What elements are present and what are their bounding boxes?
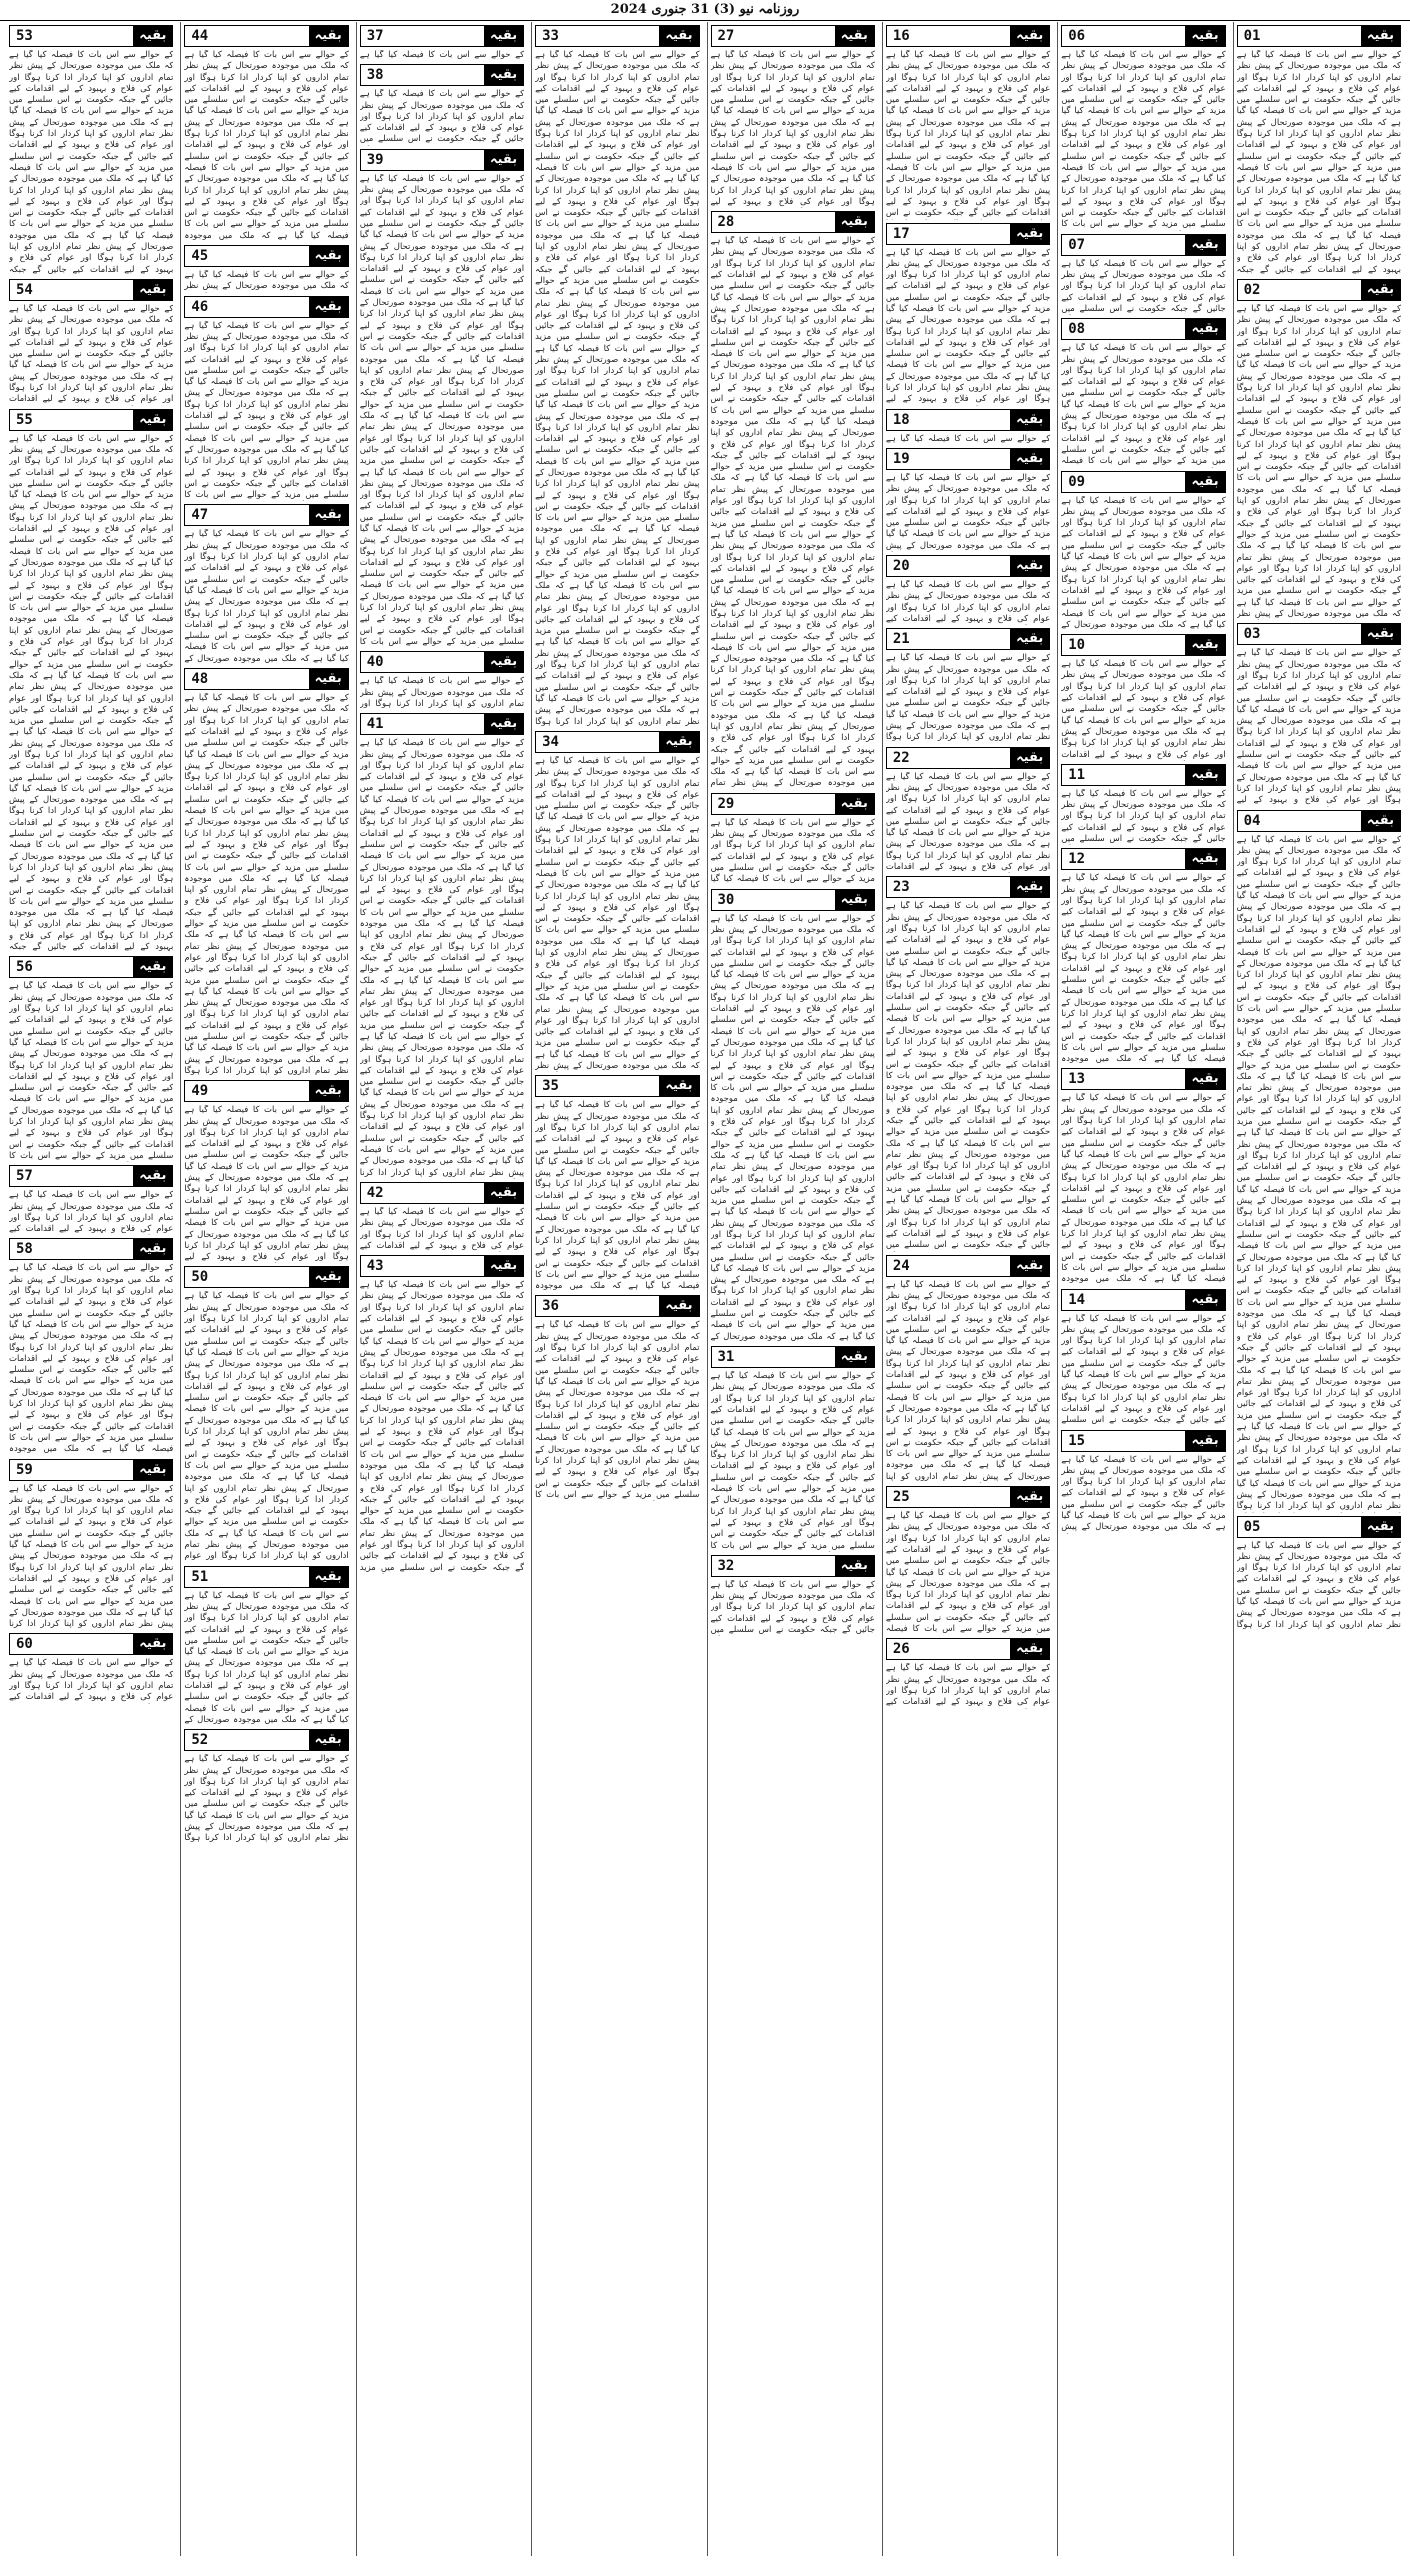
continuation-number: 11 (1068, 766, 1086, 783)
continuation-number: 29 (717, 795, 735, 812)
continuation-header (360, 64, 524, 86)
baqiya-label: بقیہ (133, 1634, 172, 1654)
baqiya-label: بقیہ (309, 669, 348, 689)
article-text: کے حوالے سے اس بات کا فیصلہ کیا گیا ہے کہ ملک میں موجودہ صورتحال کے پیش نظر تمام اداروں کو اپنا کردار ادا کرنا ہوگا اور عوام کی فلاح و بہبود کے لیے اقدامات کیے جائیں گے جبکہ حکومت نے اس سلسلے میں مزید کے حوالے سے اس بات کا فیصلہ کیا گیا ہے کہ ملک میں موجودہ صورتحال کے پیش نظر تمام اداروں کو اپنا کردار ادا کرنا ہوگا اور عوام کی فلاح و بہبود کے لیے اقدامات کیے جائیں گے جبکہ حکومت نے اس سلسلے میں مزید کے حوالے سے اس بات کا فیصلہ کیا گیا ہے کہ ملک میں موجودہ صورتحال کے پیش نظر تمام اداروں کو اپنا کردار ادا کرنا ہوگا اور عوام کی فلاح و بہبود کے لیے اقدامات کیے جائیں گے جبکہ حکومت نے اس سلسلے میں مزید کے حوالے سے اس بات کا فیصلہ کیا گیا ہے کہ ملک میں موجودہ صورتحال کے پیش نظر تمام اداروں کو اپنا (885, 1279, 1051, 1482)
newspaper-page (6, 22, 1404, 2556)
baqiya-label: بقیہ (484, 1256, 523, 1276)
continuation-number: 10 (1068, 637, 1086, 654)
column-5 (531, 22, 702, 2556)
article-text: کے حوالے سے اس بات کا فیصلہ کیا گیا ہے کہ ملک میں موجودہ صورتحال کے پیش نظر تمام اداروں کو اپنا کردار ادا کرنا ہوگا اور عوام کی فلاح و بہبود کے لیے اقدامات کیے جائیں گے جبکہ حکومت نے اس سلسلے میں مزید کے حوالے سے اس بات کا فیصلہ کیا گیا ہے کہ ملک میں موجودہ صورتحال کے پیش نظر تمام اداروں کو اپنا کردار ادا کرنا ہوگا اور عوام کی فلاح و بہبود کے لیے اقدامات کیے جائیں گے جبکہ حکومت نے اس سلسلے میں مزید کے حوالے سے اس بات کا فیصلہ کیا گیا ہے کہ ملک میں موجودہ صورتحال کے (184, 1590, 349, 1725)
baqiya-label: بقیہ (1185, 235, 1224, 255)
article-text: کے حوالے سے اس بات کا فیصلہ کیا گیا ہے (885, 433, 1051, 444)
baqiya-label: بقیہ (484, 1183, 523, 1203)
continuation-number: 05 (1243, 1518, 1261, 1535)
column-3 (882, 22, 1053, 2556)
continuation-header (886, 223, 1050, 245)
baqiya-label: بقیہ (133, 1460, 172, 1480)
article-text: کے حوالے سے اس بات کا فیصلہ کیا گیا ہے کہ ملک میں موجودہ صورتحال کے پیش نظر تمام اداروں کو اپنا کردار ادا کرنا ہوگا اور عوام کی فلاح و بہبود کے لیے اقدامات کیے جائیں گے جبکہ حکومت نے اس سلسلے میں مزید کے حوالے سے اس بات کا فیصلہ کیا گیا ہے کہ ملک میں موجودہ صورتحال کے پیش نظر تمام اداروں کو اپنا کردار ادا کرنا ہوگا اور عوام کی فلاح و بہبود کے لیے اقدامات کیے جائیں گے جبکہ حکومت نے اس سلسلے میں مزید کے حوالے سے اس بات کا فیصلہ کیا گیا ہے کہ ملک میں موجودہ صورتحال کے پیش نظر تمام اداروں کو اپنا کردار ادا کرنا ہوگا اور عوام کی فلاح و بہبود کے لیے اقدامات کیے جائیں گے جبکہ حکومت نے اس سلسلے میں مزید کے حوالے سے اس بات کا فیصلہ کیا گیا ہے کہ ملک میں موجودہ صورتحال کے پیش نظر تمام اداروں کو اپنا کردار ادا کرنا ہوگا اور عوام کی فلاح و بہبود کے لیے اقدامات کیے جائیں گے جبکہ (1236, 50, 1401, 275)
continuation-number: 30 (717, 891, 735, 908)
baqiya-label: بقیہ (1185, 1290, 1224, 1310)
baqiya-label: بقیہ (659, 1296, 698, 1316)
continuation-header (360, 651, 524, 673)
continuation-header (886, 25, 1050, 47)
continuation-number: 14 (1068, 1291, 1086, 1308)
article-text: کے حوالے سے اس بات کا فیصلہ کیا گیا ہے کہ ملک میں موجودہ صورتحال کے پیش نظر تمام اداروں کو اپنا کردار ادا کرنا ہوگا اور عوام کی فلاح و بہبود کے لیے اقدامات کیے جائیں گے جبکہ حکومت نے اس سلسلے میں مزید کے حوالے سے اس بات کا فیصلہ کیا گیا ہے کہ ملک میں موجودہ صورتحال کے پیش نظر تمام اداروں کو اپنا کردار ادا کرنا ہوگا اور عوام کی فلاح و بہبود کے لیے اقدامات کیے جائیں گے جبکہ حکومت نے اس سلسلے میں مزید کے حوالے سے اس بات کا فیصلہ کیا گیا ہے کہ ملک میں موجودہ صورتحال کے پیش نظر تمام اداروں کو اپنا کردار ادا کرنا ہوگا اور عوام کی فلاح و بہبود کے لیے اقدامات کیے جائیں گے جبکہ حکومت نے اس سلسلے میں مزید کے حوالے سے اس بات کا فیصلہ کیا گیا ہے کہ ملک میں موجودہ صورتحال کے پیش نظر تمام اداروں کو اپنا کردار ادا کرنا ہوگا اور عوام کی فلاح و بہبود کے لیے اقدامات کیے جائیں گے جبکہ (9, 50, 174, 275)
continuation-header (886, 1255, 1050, 1277)
baqiya-label: بقیہ (1185, 1069, 1224, 1089)
continuation-number: 13 (1068, 1071, 1086, 1088)
continuation-number: 43 (366, 1258, 384, 1275)
baqiya-label: بقیہ (1185, 1431, 1224, 1451)
continuation-header (711, 25, 875, 47)
article-text: کے حوالے سے اس بات کا فیصلہ کیا گیا ہے کہ ملک میں موجودہ صورتحال کے پیش نظر تمام اداروں کو اپنا کردار ادا کرنا ہوگا اور عوام کی فلاح و بہبود کے لیے اقدامات کیے (885, 1663, 1051, 1708)
continuation-number: 55 (16, 411, 33, 428)
continuation-header (184, 1729, 348, 1751)
article-text: کے حوالے سے اس بات کا فیصلہ کیا گیا ہے کہ ملک میں موجودہ صورتحال کے پیش نظر تمام اداروں کو اپنا کردار ادا کرنا ہوگا اور عوام کی فلاح و بہبود کے لیے اقدامات کیے جائیں گے جبکہ حکومت نے اس سلسلے میں مزید کے حوالے سے اس بات کا فیصلہ کیا گیا ہے کہ ملک میں موجودہ صورتحال کے پیش نظر تمام اداروں کو اپنا کردار ادا کرنا ہوگا اور عوام کی فلاح و بہبود کے لیے اقدامات کیے جائیں گے جبکہ حکومت نے اس سلسلے میں مزید کے حوالے سے اس بات کا فیصلہ کیا گیا ہے کہ ملک میں موجودہ صورتحال کے (1061, 495, 1226, 630)
continuation-number: 23 (892, 879, 910, 896)
continuation-header (886, 628, 1050, 650)
continuation-header (1061, 764, 1225, 786)
continuation-header (886, 555, 1050, 577)
continuation-number: 57 (16, 1168, 33, 1185)
continuation-number: 02 (1243, 282, 1261, 298)
article-text: کے حوالے سے اس بات کا فیصلہ کیا گیا ہے کہ ملک میں موجودہ صورتحال کے پیش نظر تمام اداروں کو اپنا کردار ادا کرنا ہوگا اور عوام کی فلاح و بہبود کے لیے اقدامات کیے جائیں گے جبکہ حکومت نے اس سلسلے میں مزید کے حوالے سے اس بات کا فیصلہ کیا گیا ہے کہ ملک میں موجودہ صورتحال کے پیش نظر تمام اداروں کو اپنا کردار ادا کرنا ہوگا اور عوام کی فلاح و بہبود کے لیے اقدامات کیے جائیں گے جبکہ حکومت نے اس سلسلے میں مزید کے حوالے سے اس بات کا فیصلہ کیا گیا ہے کہ ملک میں موجودہ صورتحال کے پیش نظر تمام اداروں کو اپنا کردار ادا کرنا ہوگا اور عوام کی فلاح و بہبود کے لیے اقدامات کیے جائیں گے جبکہ حکومت نے اس سلسلے میں مزید کے حوالے سے اس بات کا (9, 981, 174, 1161)
article-text: کے حوالے سے اس بات کا فیصلہ کیا گیا ہے کہ ملک میں موجودہ صورتحال کے پیش نظر تمام اداروں کو اپنا کردار ادا کرنا ہوگا اور عوام کی فلاح و بہبود کے لیے اقدامات کیے جائیں گے جبکہ حکومت نے اس سلسلے میں مزید کے حوالے سے اس بات کا فیصلہ کیا گیا ہے کہ ملک میں موجودہ صورتحال کے پیش نظر تمام اداروں کو اپنا کردار ادا کرنا ہوگا اور عوام کی فلاح و بہبود کے لیے اقدامات کیے جائیں گے جبکہ حکومت نے اس سلسلے میں مزید کے حوالے سے اس بات کا فیصلہ کیا گیا ہے کہ ملک میں موجودہ صورتحال کے پیش نظر تمام اداروں کو اپنا کردار ادا کرنا ہوگا اور عوام کی فلاح و بہبود کے لیے اقدامات کیے جائیں گے جبکہ حکومت نے اس سلسلے میں مزید کے حوالے سے اس بات کا فیصلہ کیا گیا ہے کہ ملک میں موجودہ صورتحال کے پیش نظر تمام اداروں کو اپنا کردار ادا کرنا ہوگا اور عوام کی فلاح و بہبود کے لیے اقدامات کیے جائیں گے جبکہ حکومت نے اس سلسلے میں مزید کے حوالے سے اس بات کا فیصلہ کیا گیا ہے کہ ملک میں موجودہ صورتحال کے پیش نظر تمام اداروں کو اپنا کردار ادا کرنا ہوگا اور عوام کی فلاح و بہبود کے لیے اقدامات کیے جائیں گے جبکہ حکومت نے اس سلسلے میں مزید کے حوالے سے اس بات کا فیصلہ کیا گیا ہے کہ ملک میں موجودہ صورتحال کے پیش نظر تمام اداروں کو اپنا کردار ادا کرنا ہوگا اور عوام کی فلاح و بہبود کے لیے اقدامات کیے جائیں گے جبکہ حکومت نے اس سلسلے میں مزید کے حوالے سے اس بات کا فیصلہ کیا گیا ہے کہ ملک میں موجودہ صورتحال کے پیش نظر تمام اداروں کو اپنا کردار ادا کرنا ہوگا اور عوام کی فلاح و بہبود کے لیے اقدامات کیے جائیں گے جبکہ حکومت نے اس سلسلے میں مزید کے حوالے سے اس بات کا فیصلہ کیا گیا ہے کہ ملک میں موجودہ صورتحال کے پیش نظر تمام اداروں کو اپنا کردار ادا کرنا ہوگا اور عوام کی فلاح و بہبود کے لیے اقدامات کیے جائیں گے جبکہ حکومت نے اس سلسلے میں مزید کے حوالے سے اس بات کا فیصلہ کیا گیا ہے کہ ملک میں موجودہ صورتحال کے پیش نظر تمام اداروں کو اپنا کردار ادا کرنا ہوگا اور عوام کی فلاح و بہبود کے لیے اقدامات کیے جائیں گے جبکہ (9, 433, 174, 953)
article-text: کے حوالے سے اس بات کا فیصلہ کیا گیا ہے (359, 50, 525, 60)
baqiya-label: بقیہ (309, 26, 348, 46)
continuation-header (1061, 848, 1225, 870)
continuation-number: 24 (892, 1257, 910, 1274)
continuation-header (184, 1266, 348, 1288)
article-text: کے حوالے سے اس بات کا فیصلہ کیا گیا ہے کہ ملک میں موجودہ صورتحال کے پیش نظر تمام اداروں کو اپنا کردار ادا کرنا ہوگا اور عوام کی فلاح و بہبود کے لیے اقدامات کیے جائیں گے جبکہ حکومت نے اس سلسلے میں مزید کے حوالے سے اس بات کا فیصلہ کیا گیا ہے کہ ملک میں موجودہ صورتحال کے پیش نظر تمام اداروں کو اپنا کردار ادا کرنا ہوگا اور عوام کی فلاح و بہبود کے لیے اقدامات کیے جائیں گے جبکہ حکومت نے اس سلسلے میں مزید کے حوالے سے اس بات کا فیصلہ کیا گیا ہے کہ ملک میں موجودہ صورتحال کے پیش نظر تمام اداروں کو اپنا کردار ادا کرنا ہوگا اور عوام کی فلاح و بہبود کے لیے اقدامات کیے جائیں گے جبکہ حکومت نے اس سلسلے میں مزید کے حوالے سے اس بات کا فیصلہ کیا گیا ہے کہ ملک میں موجودہ (1061, 1093, 1226, 1285)
baqiya-label: بقیہ (1361, 811, 1400, 831)
article-text: کے حوالے سے اس بات کا فیصلہ کیا گیا ہے کہ ملک میں موجودہ صورتحال کے پیش نظر تمام اداروں کو اپنا کردار ادا کرنا ہوگا اور عوام کی فلاح و بہبود کے لیے اقدامات کیے (359, 1206, 525, 1251)
continuation-header (9, 1165, 173, 1187)
continuation-header (9, 409, 173, 431)
baqiya-label: بقیہ (309, 1567, 348, 1587)
baqiya-label: بقیہ (1010, 26, 1049, 46)
continuation-number: 45 (191, 248, 209, 265)
continuation-number: 12 (1068, 851, 1086, 868)
continuation-number: 17 (892, 225, 910, 242)
baqiya-label: بقیہ (484, 714, 523, 734)
article-text: کے حوالے سے اس بات کا فیصلہ کیا گیا ہے کہ ملک میں موجودہ صورتحال کے پیش نظر تمام اداروں کو اپنا کردار ادا کرنا ہوگا اور عوام کی فلاح و بہبود کے لیے اقدامات کیے جائیں گے جبکہ حکومت نے اس سلسلے میں مزید کے حوالے سے اس بات کا فیصلہ کیا گیا ہے کہ ملک میں موجودہ صورتحال کے پیش نظر تمام اداروں کو اپنا کردار ادا کرنا ہوگا اور عوام کی فلاح و بہبود کے لیے اقدامات کیے جائیں گے جبکہ حکومت نے اس سلسلے میں مزید کے حوالے سے اس بات کا فیصلہ کیا گیا ہے کہ ملک میں موجودہ صورتحال کے پیش نظر تمام اداروں کو اپنا کردار ادا کرنا ہوگا اور عوام کی فلاح و بہبود کے لیے اقدامات کیے جائیں گے جبکہ حکومت نے اس سلسلے میں مزید کے حوالے سے اس بات کا فیصلہ کیا گیا ہے کہ ملک میں موجودہ صورتحال کے پیش نظر تمام اداروں کو اپنا کردار ادا کرنا ہوگا اور عوام کی فلاح و بہبود کے لیے اقدامات کیے جائیں گے جبکہ حکومت نے اس سلسلے میں مزید کے حوالے سے اس بات کا فیصلہ کیا گیا ہے کہ ملک میں موجودہ صورتحال کے پیش نظر تمام اداروں کو اپنا کردار ادا کرنا ہوگا اور عوام کی فلاح و بہبود کے لیے اقدامات کیے جائیں گے جبکہ حکومت نے اس سلسلے میں مزید کے حوالے سے اس بات کا فیصلہ کیا گیا ہے کہ ملک میں موجودہ صورتحال کے پیش نظر تمام اداروں کو اپنا کردار ادا کرنا ہوگا اور عوام کی فلاح و بہبود کے لیے اقدامات کیے جائیں گے جبکہ حکومت نے اس سلسلے میں مزید کے حوالے سے اس بات کا فیصلہ کیا گیا ہے کہ ملک میں موجودہ صورتحال کے پیش نظر تمام اداروں کو اپنا کردار ادا کرنا ہوگا اور عوام کی فلاح و بہبود کے لیے اقدامات کیے جائیں گے جبکہ حکومت نے اس سلسلے میں مزید کے حوالے سے اس بات کا فیصلہ کیا گیا ہے کہ ملک میں موجودہ صورتحال کے (710, 913, 875, 1342)
continuation-number: 51 (191, 1568, 209, 1585)
article-text: کے حوالے سے اس بات کا فیصلہ کیا گیا ہے کہ ملک میں موجودہ صورتحال کے پیش نظر تمام اداروں کو اپنا کردار ادا کرنا ہوگا اور عوام کی فلاح و بہبود کے لیے اقدامات کیے جائیں گے جبکہ حکومت نے اس سلسلے میں مزید کے حوالے سے اس بات کا فیصلہ کیا گیا ہے کہ ملک میں موجودہ صورتحال کے پیش نظر تمام اداروں کو اپنا کردار ادا کرنا ہوگا اور عوام کی فلاح و بہبود کے لیے اقدامات کیے جائیں گے جبکہ حکومت نے اس سلسلے میں مزید کے حوالے سے اس بات کا فیصلہ کیا گیا ہے کہ ملک میں موجودہ صورتحال کے پیش نظر تمام اداروں کو اپنا کردار ادا کرنا ہوگا اور عوام کی فلاح و بہبود کے لیے (1236, 648, 1401, 806)
baqiya-label: بقیہ (1185, 635, 1224, 655)
continuation-header (1061, 1289, 1225, 1311)
continuation-header (1061, 1068, 1225, 1090)
continuation-header (1061, 1430, 1225, 1452)
article-text: کے حوالے سے اس بات کا فیصلہ کیا گیا ہے کہ ملک میں موجودہ صورتحال کے پیش نظر تمام اداروں کو اپنا کردار ادا کرنا ہوگا اور عوام کی فلاح و بہبود کے لیے اقدامات کیے جائیں گے جبکہ حکومت نے اس سلسلے میں مزید کے حوالے سے اس بات کا فیصلہ کیا گیا ہے کہ ملک میں موجودہ صورتحال کے پیش نظر تمام اداروں کو اپنا کردار ادا کرنا ہوگا اور عوام کی فلاح و بہبود کے لیے اقدامات کیے جائیں گے جبکہ حکومت نے اس سلسلے میں مزید کے حوالے سے اس بات کا فیصلہ (1061, 343, 1226, 467)
baqiya-label: بقیہ (133, 1239, 172, 1259)
continuation-number: 48 (191, 671, 209, 688)
continuation-number: 33 (542, 28, 559, 44)
article-text: کے حوالے سے اس بات کا فیصلہ کیا گیا ہے کہ ملک میں موجودہ صورتحال کے پیش نظر تمام اداروں کو اپنا کردار ادا کرنا ہوگا اور عوام کی فلاح و بہبود کے لیے اقدامات کیے جائیں گے جبکہ حکومت نے اس سلسلے میں مزید کے حوالے سے اس بات کا فیصلہ کیا گیا (710, 817, 875, 885)
continuation-number: 34 (542, 734, 559, 750)
continuation-header (1237, 623, 1401, 645)
article-text: کے حوالے سے اس بات کا فیصلہ کیا گیا ہے کہ ملک میں موجودہ صورتحال کے پیش نظر تمام اداروں کو اپنا کردار ادا کرنا ہوگا اور (359, 676, 525, 709)
continuation-header (1061, 234, 1225, 256)
continuation-number: 04 (1243, 812, 1261, 829)
continuation-header (9, 1238, 173, 1260)
baqiya-label: بقیہ (835, 1556, 874, 1576)
article-text: کے حوالے سے اس بات کا فیصلہ کیا گیا ہے کہ ملک میں موجودہ صورتحال کے پیش نظر تمام اداروں کو اپنا کردار ادا کرنا ہوگا اور عوام کی فلاح و بہبود کے لیے اقدامات کیے جائیں گے جبکہ حکومت نے اس سلسلے میں مزید کے حوالے سے اس بات کا فیصلہ کیا گیا ہے کہ ملک میں موجودہ صورتحال کے پیش نظر تمام اداروں کو اپنا کردار ادا کرنا ہوگا اور عوام کی فلاح و بہبود کے لیے اقدامات کیے جائیں گے جبکہ حکومت نے اس سلسلے میں مزید کے حوالے سے اس بات کا فیصلہ کیا گیا ہے کہ ملک میں موجودہ صورتحال کے پیش نظر تمام اداروں کو اپنا کردار ادا کرنا ہوگا اور عوام کی فلاح و بہبود کے لیے اقدامات کیے جائیں گے جبکہ حکومت نے اس سلسلے میں مزید کے حوالے سے اس بات کا فیصلہ کیا گیا ہے کہ ملک میں موجودہ صورتحال کے پیش نظر تمام اداروں کو اپنا کردار ادا کرنا ہوگا اور عوام کی فلاح و بہبود کے لیے اقدامات کیے جائیں گے جبکہ حکومت نے اس سلسلے میں مزید کے حوالے سے اس بات کا فیصلہ کیا گیا ہے کہ ملک میں موجودہ صورتحال کے پیش نظر تمام اداروں کو اپنا کردار ادا کرنا ہوگا اور عوام کی فلاح و بہبود کے لیے اقدامات کیے جائیں گے جبکہ حکومت نے اس سلسلے میں مزید کے حوالے سے اس بات کا فیصلہ کیا گیا ہے کہ ملک میں موجودہ صورتحال کے پیش نظر تمام اداروں کو اپنا کردار ادا کرنا ہوگا اور عوام کی فلاح و بہبود کے لیے اقدامات کیے جائیں گے جبکہ حکومت نے اس سلسلے میں (885, 901, 1051, 1251)
continuation-header (886, 747, 1050, 769)
baqiya-label: بقیہ (1185, 26, 1224, 46)
masthead: روزنامہ نیو (3) 31 جنوری 2024 (0, 0, 1410, 21)
baqiya-label: بقیہ (835, 26, 874, 46)
continuation-number: 54 (16, 282, 33, 298)
baqiya-label: بقیہ (1185, 319, 1224, 339)
article-text: کے حوالے سے اس بات کا فیصلہ کیا گیا ہے کہ ملک میں موجودہ صورتحال کے پیش نظر تمام اداروں کو اپنا کردار ادا کرنا ہوگا اور عوام کی فلاح و بہبود کے لیے اقدامات کیے جائیں گے جبکہ حکومت نے اس سلسلے میں مزید کے حوالے سے اس بات کا فیصلہ کیا گیا ہے کہ ملک میں موجودہ صورتحال کے پیش نظر تمام اداروں کو اپنا کردار ادا کرنا ہوگا اور عوام کی فلاح و بہبود کے لیے اقدامات کیے جائیں گے جبکہ حکومت نے اس سلسلے میں مزید کے حوالے سے اس بات کا فیصلہ کیا گیا ہے کہ ملک میں موجودہ صورتحال کے پیش نظر تمام اداروں کو اپنا کردار ادا کرنا ہوگا اور عوام کی فلاح و بہبود کے لیے اقدامات کیے جائیں گے جبکہ حکومت نے اس سلسلے میں مزید کے حوالے سے اس بات کا فیصلہ کیا گیا ہے کہ ملک میں موجودہ (1061, 873, 1226, 1065)
continuation-header (9, 25, 173, 47)
continuation-number: 26 (892, 1641, 910, 1658)
article-text: کے حوالے سے اس بات کا فیصلہ کیا گیا ہے کہ ملک میں موجودہ صورتحال کے پیش نظر تمام اداروں کو اپنا کردار ادا کرنا ہوگا اور عوام کی فلاح و بہبود کے لیے اقدامات کیے جائیں گے جبکہ حکومت نے اس سلسلے میں مزید کے حوالے سے اس بات کا فیصلہ کیا گیا ہے کہ ملک میں موجودہ صورتحال کے پیش نظر تمام اداروں کو اپنا کردار ادا کرنا ہوگا اور عوام کی فلاح و بہبود کے لیے اقدامات کیے جائیں گے جبکہ حکومت نے اس سلسلے میں مزید کے حوالے سے اس بات کا فیصلہ (885, 1511, 1051, 1634)
continuation-number: 52 (191, 1732, 209, 1749)
continuation-number: 53 (16, 28, 33, 44)
baqiya-label: بقیہ (659, 732, 698, 752)
continuation-number: 40 (366, 654, 384, 671)
article-text: کے حوالے سے اس بات کا فیصلہ کیا گیا ہے کہ ملک میں موجودہ صورتحال کے پیش نظر تمام اداروں کو اپنا کردار ادا کرنا ہوگا اور عوام کی فلاح و بہبود کے لیے اقدامات کیے جائیں گے جبکہ حکومت نے اس سلسلے میں مزید کے حوالے سے اس بات کا فیصلہ کیا گیا ہے کہ ملک میں موجودہ صورتحال کے پیش نظر تمام اداروں کو اپنا کردار ادا کرنا ہوگا (885, 653, 1051, 743)
article-text: کے حوالے سے اس بات کا فیصلہ کیا گیا ہے کہ ملک میں موجودہ صورتحال کے پیش نظر تمام اداروں کو اپنا کردار ادا کرنا ہوگا اور عوام کی فلاح و بہبود کے لیے اقدامات کیے جائیں گے جبکہ حکومت نے اس سلسلے میں مزید کے حوالے سے اس بات کا فیصلہ کیا گیا ہے کہ ملک میں موجودہ صورتحال کے پیش نظر تمام اداروں کو اپنا کردار ادا کرنا ہوگا اور عوام کی فلاح و بہبود کے لیے اقدامات کیے جائیں گے جبکہ حکومت نے اس سلسلے میں مزید کے حوالے سے اس بات کا فیصلہ کیا گیا ہے کہ ملک میں موجودہ صورتحال کے پیش نظر تمام اداروں کو اپنا کردار ادا کرنا ہوگا اور عوام کی فلاح و بہبود کے لیے اقدامات کیے جائیں گے جبکہ حکومت نے اس سلسلے میں مزید کے حوالے سے اس بات کا فیصلہ کیا گیا ہے کہ ملک میں موجودہ صورتحال کے پیش نظر تمام اداروں کو اپنا کردار ادا کرنا ہوگا اور عوام کی فلاح و بہبود کے لیے اقدامات کیے جائیں گے جبکہ حکومت نے اس سلسلے میں مزید کے حوالے سے اس بات کا فیصلہ کیا گیا ہے کہ ملک میں موجودہ صورتحال کے پیش نظر تمام اداروں کو اپنا کردار ادا کرنا ہوگا اور عوام کی فلاح و بہبود کے لیے اقدامات کیے جائیں گے جبکہ حکومت نے اس سلسلے میں مزید کے حوالے سے اس بات کا فیصلہ کیا گیا ہے کہ ملک میں موجودہ صورتحال کے پیش نظر تمام اداروں کو اپنا کردار ادا کرنا ہوگا اور عوام کی فلاح و بہبود کے لیے اقدامات کیے جائیں گے جبکہ حکومت نے اس سلسلے میں مزید کے حوالے سے اس بات کا فیصلہ کیا گیا ہے کہ ملک میں موجودہ صورتحال کے پیش نظر تمام اداروں کو اپنا کردار ادا کرنا ہوگا اور عوام کی فلاح و بہبود کے لیے اقدامات کیے جائیں گے جبکہ حکومت نے اس سلسلے میں مزید کے حوالے سے اس بات کا فیصلہ کیا گیا ہے کہ ملک میں موجودہ صورتحال کے پیش نظر تمام اداروں کو اپنا کردار ادا کرنا (359, 738, 525, 1178)
baqiya-label: بقیہ (1361, 280, 1400, 300)
continuation-number: 20 (892, 558, 910, 575)
continuation-number: 41 (366, 716, 384, 733)
continuation-number: 49 (191, 1083, 209, 1100)
baqiya-label: بقیہ (1361, 26, 1400, 46)
article-text: کے حوالے سے اس بات کا فیصلہ کیا گیا ہے کہ ملک میں موجودہ صورتحال کے پیش نظر تمام اداروں کو اپنا کردار ادا کرنا ہوگا اور عوام کی فلاح و بہبود کے لیے اقدامات کیے جائیں گے جبکہ حکومت نے اس سلسلے میں مزید کے حوالے سے اس بات کا فیصلہ کیا گیا ہے کہ ملک میں موجودہ صورتحال کے پیش نظر تمام اداروں کو اپنا کردار ادا کرنا ہوگا اور عوام کی فلاح و بہبود کے لیے اقدامات کیے جائیں گے جبکہ حکومت نے اس سلسلے میں مزید کے حوالے سے اس بات کا فیصلہ کیا گیا ہے کہ ملک میں موجودہ صورتحال کے پیش نظر تمام اداروں کو اپنا کردار ادا کرنا ہوگا اور عوام کی فلاح و بہبود کے لیے اقدامات کیے جائیں گے جبکہ حکومت نے اس سلسلے میں مزید کے حوالے سے اس بات کا فیصلہ کیا گیا ہے کہ ملک میں موجودہ صورتحال کے پیش نظر تمام اداروں کو اپنا کردار ادا کرنا ہوگا اور عوام کی فلاح و بہبود کے لیے اقدامات کیے جائیں گے جبکہ حکومت نے اس سلسلے میں مزید کے حوالے سے اس بات کا فیصلہ کیا گیا ہے کہ ملک میں موجودہ صورتحال کے پیش نظر تمام اداروں کو اپنا کردار ادا کرنا ہوگا اور عوام کی فلاح و بہبود کے لیے اقدامات کیے جائیں گے جبکہ حکومت نے اس سلسلے میں مزید کے حوالے سے اس بات کا فیصلہ کیا گیا ہے کہ ملک میں موجودہ صورتحال کے پیش نظر تمام اداروں کو اپنا کردار ادا کرنا ہوگا اور عوام کی فلاح و بہبود کے لیے اقدامات کیے جائیں گے جبکہ حکومت نے اس سلسلے میں مزید کے حوالے سے اس بات کا فیصلہ کیا گیا ہے کہ ملک میں موجودہ صورتحال کے پیش نظر تمام اداروں کو اپنا کردار ادا کرنا ہوگا اور عوام کی فلاح و بہبود کے لیے اقدامات کیے جائیں گے جبکہ حکومت نے اس سلسلے میں مزید کے حوالے سے اس بات کا فیصلہ کیا گیا ہے کہ ملک میں موجودہ صورتحال کے پیش نظر تمام اداروں کو اپنا کردار ادا کرنا ہوگا اور عوام کی فلاح و بہبود کے لیے اقدامات کیے جائیں گے جبکہ حکومت نے اس سلسلے میں مزید کے حوالے سے اس بات کا فیصلہ کیا گیا ہے کہ ملک میں موجودہ صورتحال کے پیش نظر تمام اداروں کو اپنا کردار ادا کرنا ہوگا اور عوام کی فلاح و بہبود کے لیے اقدامات کیے جائیں گے جبکہ حکومت نے اس سلسلے میں مزید کے حوالے سے اس بات کا فیصلہ کیا گیا ہے کہ ملک میں موجودہ صورتحال کے پیش نظر تمام اداروں کو اپنا کردار ادا کرنا ہوگا اور عوام کی فلاح و بہبود کے لیے اقدامات کیے جائیں گے جبکہ حکومت نے اس سلسلے میں مزید کے حوالے سے اس بات کا فیصلہ کیا گیا ہے کہ ملک میں موجودہ صورتحال کے پیش نظر تمام اداروں کو اپنا کردار ادا کرنا ہوگا اور عوام کی فلاح و بہبود کے لیے اقدامات کیے جائیں گے جبکہ حکومت نے اس سلسلے میں مزید کے حوالے سے اس بات کا فیصلہ کیا گیا ہے کہ ملک میں موجودہ صورتحال کے پیش نظر تمام اداروں کو اپنا کردار ادا کرنا ہوگا (535, 50, 700, 727)
article-text: کے حوالے سے اس بات کا فیصلہ کیا گیا ہے کہ ملک میں موجودہ صورتحال کے پیش نظر تمام اداروں کو اپنا کردار ادا کرنا ہوگا اور عوام کی فلاح و بہبود کے لیے اقدامات کیے جائیں گے جبکہ حکومت نے اس سلسلے میں مزید کے حوالے سے اس بات کا فیصلہ کیا گیا ہے کہ ملک میں موجودہ صورتحال کے پیش نظر تمام اداروں کو اپنا کردار ادا کرنا ہوگا اور عوام کی فلاح و بہبود کے لیے اقدامات کیے جائیں گے جبکہ حکومت نے اس سلسلے (1061, 1313, 1226, 1426)
baqiya-label: بقیہ (133, 410, 172, 430)
continuation-header (1061, 471, 1225, 493)
continuation-number: 09 (1068, 473, 1086, 490)
continuation-header (360, 25, 524, 47)
article-text: کے حوالے سے اس بات کا فیصلہ کیا گیا ہے کہ ملک میں موجودہ صورتحال کے پیش نظر تمام اداروں کو اپنا کردار ادا کرنا ہوگا اور عوام کی فلاح و بہبود کے لیے اقدامات کیے جائیں گے جبکہ حکومت نے اس سلسلے میں مزید کے حوالے سے اس بات کا فیصلہ کیا گیا ہے کہ ملک میں موجودہ صورتحال کے پیش نظر تمام اداروں کو اپنا کردار ادا کرنا ہوگا اور عوام کی فلاح و بہبود کے لیے اقدامات (9, 304, 174, 405)
continuation-header (184, 1566, 348, 1588)
article-text: کے حوالے سے اس بات کا فیصلہ کیا گیا ہے کہ ملک میں موجودہ صورتحال کے پیش نظر تمام اداروں کو اپنا کردار ادا کرنا ہوگا اور عوام کی فلاح و بہبود کے لیے اقدامات کیے (9, 1658, 174, 1703)
continuation-header (360, 149, 524, 171)
baqiya-label: بقیہ (1010, 224, 1049, 244)
article-text: کے حوالے سے اس بات کا فیصلہ کیا گیا ہے کہ ملک میں موجودہ صورتحال کے پیش نظر تمام اداروں کو اپنا کردار ادا کرنا ہوگا اور عوام کی فلاح و بہبود کے لیے اقدامات کیے جائیں گے جبکہ حکومت نے اس سلسلے میں (710, 1579, 875, 1636)
continuation-header (9, 1459, 173, 1481)
continuation-header (711, 1555, 875, 1577)
baqiya-label: بقیہ (1010, 629, 1049, 649)
article-text: کے حوالے سے اس بات کا فیصلہ کیا گیا ہے کہ ملک میں موجودہ صورتحال کے پیش نظر تمام اداروں کو اپنا کردار ادا کرنا ہوگا اور عوام کی فلاح و بہبود کے لیے اقدامات کیے جائیں گے جبکہ حکومت نے اس سلسلے میں مزید کے حوالے سے اس بات کا فیصلہ کیا گیا ہے کہ ملک میں موجودہ صورتحال کے پیش نظر تمام اداروں کو اپنا کردار ادا کرنا ہوگا اور عوام کی فلاح و بہبود کے لیے اقدامات کیے جائیں گے جبکہ حکومت نے اس سلسلے میں مزید کے حوالے سے اس بات کا فیصلہ کیا گیا ہے کہ ملک میں موجودہ صورتحال کے (184, 529, 349, 664)
continuation-number: 60 (16, 1636, 33, 1653)
continuation-header (1237, 279, 1401, 301)
baqiya-label: بقیہ (309, 1730, 348, 1750)
continuation-header (1061, 318, 1225, 340)
continuation-number: 44 (191, 28, 209, 44)
article-text: کے حوالے سے اس بات کا فیصلہ کیا گیا ہے کہ ملک میں موجودہ صورتحال کے پیش نظر تمام اداروں کو اپنا کردار ادا کرنا ہوگا اور عوام کی فلاح و بہبود کے لیے اقدامات کیے (9, 1190, 174, 1235)
continuation-header (184, 1080, 348, 1102)
baqiya-label: بقیہ (835, 1347, 874, 1367)
article-text: کے حوالے سے اس بات کا فیصلہ کیا گیا ہے کہ ملک میں موجودہ صورتحال کے پیش نظر تمام اداروں کو اپنا کردار ادا کرنا ہوگا اور عوام کی فلاح و بہبود کے لیے اقدامات کیے جائیں گے جبکہ حکومت نے اس سلسلے میں مزید کے حوالے سے اس بات کا فیصلہ کیا گیا ہے کہ ملک میں موجودہ صورتحال کے پیش نظر تمام اداروں کو اپنا کردار ادا کرنا ہوگا اور عوام کی فلاح و بہبود کے لیے اقدامات کیے جائیں گے جبکہ حکومت نے اس سلسلے میں مزید کے حوالے سے اس بات کا فیصلہ کیا گیا ہے کہ ملک میں موجودہ صورتحال کے پیش نظر تمام اداروں کو اپنا کردار ادا کرنا ہوگا اور عوام کی فلاح و بہبود کے لیے (710, 50, 875, 207)
article-text: کے حوالے سے اس بات کا فیصلہ کیا گیا ہے کہ ملک میں موجودہ صورتحال کے پیش نظر تمام اداروں کو اپنا کردار ادا کرنا ہوگا اور عوام کی فلاح و بہبود کے لیے اقدامات کیے جائیں گے جبکہ حکومت نے اس سلسلے میں مزید کے حوالے سے اس بات کا فیصلہ کیا گیا ہے کہ ملک میں موجودہ صورتحال کے پیش نظر تمام اداروں کو اپنا کردار ادا کرنا ہوگا اور عوام کی فلاح و بہبود کے لیے اقدامات کیے جائیں گے جبکہ حکومت نے اس سلسلے میں مزید کے حوالے سے اس بات کا فیصلہ کیا گیا ہے کہ ملک میں موجودہ صورتحال کے پیش نظر تمام اداروں کو اپنا کردار ادا کرنا ہوگا اور عوام کی فلاح و بہبود کے لیے اقدامات کیے جائیں گے جبکہ حکومت نے اس سلسلے میں مزید کے حوالے سے اس بات کا (1061, 50, 1226, 230)
continuation-number: 25 (892, 1489, 910, 1506)
article-text: کے حوالے سے اس بات کا فیصلہ کیا گیا ہے کہ ملک میں موجودہ صورتحال کے پیش نظر تمام اداروں کو اپنا کردار ادا کرنا ہوگا اور عوام کی فلاح و بہبود کے لیے اقدامات کیے جائیں گے جبکہ حکومت نے اس سلسلے میں مزید کے حوالے سے اس بات کا فیصلہ کیا گیا ہے کہ ملک میں موجودہ صورتحال کے پیش نظر تمام اداروں کو اپنا کردار ادا کرنا ہوگا اور عوام کی فلاح و بہبود کے لیے اقدامات کیے جائیں گے جبکہ حکومت نے اس سلسلے میں مزید کے حوالے سے اس بات کا فیصلہ کیا گیا ہے کہ ملک میں موجودہ صورتحال کے پیش نظر تمام اداروں کو اپنا کردار ادا کرنا ہوگا اور عوام کی فلاح و بہبود کے لیے اقدامات کیے جائیں گے جبکہ حکومت نے اس سلسلے میں مزید کے حوالے سے اس بات کا فیصلہ کیا گیا ہے کہ ملک میں موجودہ صورتحال کے پیش نظر تمام اداروں کو اپنا کردار ادا کرنا ہوگا اور عوام کی فلاح و بہبود کے لیے اقدامات کیے جائیں گے جبکہ حکومت نے اس سلسلے میں مزید کے حوالے سے اس بات کا فیصلہ کیا گیا ہے کہ ملک میں موجودہ صورتحال کے پیش نظر تمام اداروں کو اپنا کردار ادا کرنا ہوگا اور عوام کی فلاح و بہبود کے لیے اقدامات کیے جائیں گے جبکہ حکومت نے اس سلسلے میں مزید کے حوالے سے اس بات کا فیصلہ کیا گیا ہے کہ ملک میں موجودہ صورتحال کے پیش نظر (535, 756, 700, 1072)
continuation-number: 01 (1243, 28, 1261, 44)
continuation-number: 22 (892, 749, 910, 766)
continuation-number: 32 (717, 1557, 735, 1574)
continuation-number: 28 (717, 214, 735, 231)
baqiya-label: بقیہ (1010, 1487, 1049, 1507)
continuation-header (886, 409, 1050, 431)
article-text: کے حوالے سے اس بات کا فیصلہ کیا گیا ہے کہ ملک میں موجودہ صورتحال کے پیش نظر تمام اداروں کو اپنا کردار ادا کرنا ہوگا اور عوام کی فلاح و بہبود کے لیے اقدامات کیے جائیں گے جبکہ حکومت نے اس سلسلے میں مزید کے حوالے سے اس بات کا فیصلہ کیا گیا ہے کہ ملک میں موجودہ صورتحال کے پیش نظر تمام اداروں کو اپنا کردار ادا کرنا ہوگا اور عوام کی فلاح و بہبود کے لیے اقدامات کیے جائیں گے جبکہ حکومت نے اس سلسلے میں مزید کے حوالے سے اس بات کا فیصلہ کیا گیا ہے کہ ملک میں موجودہ صورتحال کے پیش نظر تمام اداروں کو اپنا کردار ادا کرنا ہوگا اور عوام کی فلاح و بہبود کے لیے اقدامات کیے جائیں گے جبکہ حکومت نے اس سلسلے میں مزید کے حوالے سے اس بات کا (710, 1371, 875, 1551)
continuation-header (886, 1638, 1050, 1660)
continuation-number: 18 (892, 411, 910, 428)
continuation-header (535, 731, 699, 753)
baqiya-label: بقیہ (484, 26, 523, 46)
continuation-number: 21 (892, 631, 910, 648)
article-text: کے حوالے سے اس بات کا فیصلہ کیا گیا ہے کہ ملک میں موجودہ صورتحال کے پیش نظر تمام اداروں کو اپنا کردار ادا کرنا ہوگا اور عوام کی فلاح و بہبود کے لیے اقدامات کیے جائیں گے جبکہ حکومت نے اس سلسلے میں مزید کے حوالے سے اس بات کا فیصلہ کیا گیا ہے کہ ملک میں موجودہ صورتحال کے پیش نظر تمام اداروں کو اپنا کردار ادا کرنا ہوگا اور عوام کی فلاح و بہبود کے لیے اقدامات کیے جائیں گے جبکہ حکومت نے اس سلسلے میں مزید کے حوالے سے اس بات کا فیصلہ کیا گیا ہے کہ ملک میں موجودہ صورتحال کے پیش نظر تمام اداروں کو اپنا کردار ادا کرنا ہوگا اور عوام کی فلاح و بہبود کے لیے اقدامات کیے جائیں گے جبکہ حکومت نے اس سلسلے میں مزید کے حوالے سے اس بات کا (184, 320, 349, 501)
continuation-header (9, 956, 173, 978)
continuation-number: 36 (542, 1298, 559, 1315)
continuation-header (360, 1255, 524, 1277)
baqiya-label: بقیہ (309, 1081, 348, 1101)
baqiya-label: بقیہ (309, 297, 348, 317)
article-text: کے حوالے سے اس بات کا فیصلہ کیا گیا ہے کہ ملک میں موجودہ صورتحال کے پیش نظر تمام اداروں کو اپنا کردار ادا کرنا ہوگا اور عوام کی فلاح و بہبود کے لیے اقدامات کیے (885, 580, 1051, 624)
baqiya-label: بقیہ (835, 212, 874, 232)
article-text: کے حوالے سے اس بات کا فیصلہ کیا گیا ہے کہ ملک میں موجودہ صورتحال کے پیش نظر تمام اداروں کو اپنا کردار ادا کرنا ہوگا اور عوام کی فلاح و بہبود کے لیے اقدامات کیے جائیں گے جبکہ حکومت نے اس سلسلے میں مزید کے حوالے سے اس بات کا فیصلہ کیا گیا ہے کہ ملک میں موجودہ صورتحال کے پیش نظر تمام اداروں کو اپنا کردار ادا کرنا ہوگا اور عوام کی فلاح و بہبود کے لیے اقدامات کیے جائیں گے جبکہ حکومت نے اس سلسلے میں مزید کے حوالے سے اس بات کا فیصلہ کیا گیا ہے کہ ملک میں موجودہ صورتحال کے پیش نظر تمام اداروں کو اپنا کردار ادا کرنا ہوگا اور عوام کی فلاح و بہبود کے لیے اقدامات کیے جائیں گے جبکہ حکومت نے اس سلسلے میں مزید کے حوالے سے اس بات کا (535, 1320, 700, 1500)
baqiya-label: بقیہ (1185, 472, 1224, 492)
baqiya-label: بقیہ (659, 26, 698, 46)
article-text: کے حوالے سے اس بات کا فیصلہ کیا گیا ہے کہ ملک میں موجودہ صورتحال کے پیش نظر (184, 270, 349, 292)
baqiya-label: بقیہ (1010, 410, 1049, 430)
continuation-number: 27 (717, 28, 735, 44)
continuation-number: 47 (191, 507, 209, 524)
baqiya-label: بقیہ (1010, 877, 1049, 897)
article-text: کے حوالے سے اس بات کا فیصلہ کیا گیا ہے کہ ملک میں موجودہ صورتحال کے پیش نظر تمام اداروں کو اپنا کردار ادا کرنا ہوگا اور عوام کی فلاح و بہبود کے لیے اقدامات کیے جائیں گے جبکہ حکومت نے اس سلسلے میں مزید کے حوالے سے اس بات کا فیصلہ کیا گیا ہے کہ ملک میں موجودہ صورتحال کے پیش نظر تمام اداروں کو اپنا کردار ادا کرنا ہوگا اور عوام کی فلاح و بہبود کے لیے اقدامات کیے جائیں گے جبکہ حکومت نے اس سلسلے میں مزید کے حوالے سے اس بات کا فیصلہ کیا گیا ہے کہ ملک میں موجودہ صورتحال کے پیش نظر تمام اداروں کو اپنا کردار ادا کرنا ہوگا اور عوام کی فلاح و بہبود کے لیے اقدامات کیے جائیں گے جبکہ حکومت نے اس سلسلے میں مزید کے حوالے سے اس بات کا فیصلہ کیا گیا ہے کہ ملک میں موجودہ صورتحال کے پیش نظر تمام اداروں کو اپنا کردار ادا کرنا ہوگا اور عوام کی فلاح و بہبود کے لیے اقدامات کیے جائیں گے جبکہ حکومت نے اس سلسلے میں مزید کے حوالے سے اس بات کا فیصلہ کیا گیا ہے کہ ملک میں موجودہ صورتحال کے پیش نظر تمام اداروں کو اپنا کردار ادا کرنا ہوگا اور عوام کی فلاح و بہبود کے لیے اقدامات کیے جائیں گے جبکہ حکومت نے اس سلسلے میں مزید کے حوالے سے اس بات کا فیصلہ کیا گیا ہے کہ ملک میں موجودہ صورتحال کے پیش نظر تمام اداروں کو اپنا کردار ادا کرنا ہوگا اور عوام کی فلاح و بہبود کے لیے اقدامات کیے جائیں گے جبکہ حکومت نے اس سلسلے میں مزید کے حوالے سے اس بات کا فیصلہ کیا گیا ہے کہ ملک میں موجودہ صورتحال کے پیش نظر تمام اداروں کو اپنا کردار ادا کرنا ہوگا اور عوام کی فلاح و بہبود کے لیے اقدامات کیے جائیں گے جبکہ حکومت نے اس سلسلے میں مزید کے حوالے سے اس بات کا فیصلہ کیا گیا ہے کہ ملک میں موجودہ صورتحال کے پیش نظر تمام اداروں کو اپنا کردار ادا کرنا ہوگا اور عوام کی فلاح و بہبود کے لیے اقدامات کیے جائیں گے جبکہ حکومت نے اس سلسلے میں مزید کے حوالے سے اس بات کا فیصلہ کیا گیا ہے کہ ملک میں موجودہ صورتحال کے پیش نظر تمام اداروں کو اپنا کردار ادا کرنا ہوگا اور عوام کی فلاح و بہبود کے لیے اقدامات کیے جائیں گے جبکہ حکومت نے اس سلسلے میں مزید کے حوالے سے اس بات کا فیصلہ کیا گیا ہے کہ ملک میں موجودہ صورتحال کے پیش نظر تمام اداروں کو اپنا کردار ادا کرنا ہوگا اور عوام کی فلاح و بہبود کے لیے اقدامات کیے جائیں گے جبکہ حکومت نے اس سلسلے میں مزید کے حوالے سے اس بات کا فیصلہ کیا گیا ہے کہ ملک میں موجودہ صورتحال کے پیش نظر تمام اداروں کو اپنا کردار ادا کرنا ہوگا اور عوام کی فلاح و بہبود کے لیے اقدامات کیے جائیں گے جبکہ حکومت نے اس سلسلے میں مزید کے حوالے سے اس بات کا فیصلہ کیا گیا ہے کہ ملک میں موجودہ صورتحال کے پیش نظر تمام اداروں کو اپنا کردار ادا کرنا ہوگا (1236, 834, 1401, 1512)
article-text: کے حوالے سے اس بات کا فیصلہ کیا گیا ہے کہ ملک میں موجودہ صورتحال کے پیش نظر تمام اداروں کو اپنا کردار ادا کرنا ہوگا اور عوام کی فلاح و بہبود کے لیے اقدامات کیے جائیں گے جبکہ حکومت نے اس سلسلے میں مزید کے حوالے سے اس بات کا فیصلہ کیا گیا ہے کہ ملک میں موجودہ صورتحال کے پیش (1061, 1454, 1226, 1533)
continuation-number: 37 (366, 28, 384, 44)
continuation-number: 59 (16, 1461, 33, 1478)
continuation-header (711, 1346, 875, 1368)
column-1 (1233, 22, 1404, 2556)
continuation-header (535, 25, 699, 47)
baqiya-label: بقیہ (1010, 1256, 1049, 1276)
baqiya-label: بقیہ (1010, 1639, 1049, 1659)
article-text: کے حوالے سے اس بات کا فیصلہ کیا گیا ہے کہ ملک میں موجودہ صورتحال کے پیش نظر تمام اداروں کو اپنا کردار ادا کرنا ہوگا اور عوام کی فلاح و بہبود کے لیے اقدامات کیے جائیں گے جبکہ حکومت نے اس سلسلے میں مزید کے حوالے سے اس بات کا فیصلہ کیا گیا ہے کہ ملک میں موجودہ صورتحال کے پیش نظر تمام اداروں کو اپنا کردار ادا کرنا ہوگا اور عوام کی فلاح و بہبود کے لیے اقدامات کیے جائیں گے جبکہ حکومت نے اس سلسلے میں مزید کے حوالے سے اس بات کا فیصلہ کیا گیا ہے کہ ملک میں موجودہ صورتحال کے پیش نظر تمام اداروں کو اپنا کردار ادا کرنا ہوگا اور عوام کی فلاح و بہبود کے لیے اقدامات کیے جائیں گے جبکہ حکومت نے اس سلسلے میں مزید کے حوالے سے اس بات کا فیصلہ کیا گیا ہے کہ ملک میں موجودہ صورتحال کے پیش نظر تمام اداروں کو اپنا کردار ادا کرنا ہوگا اور عوام کی فلاح و بہبود کے لیے اقدامات کیے جائیں گے جبکہ حکومت نے اس سلسلے میں مزید کے حوالے سے اس بات کا فیصلہ کیا گیا ہے کہ ملک میں موجودہ صورتحال کے پیش نظر تمام اداروں کو اپنا کردار ادا کرنا ہوگا اور عوام (184, 1291, 349, 1562)
article-text: کے حوالے سے اس بات کا فیصلہ کیا گیا ہے کہ ملک میں موجودہ صورتحال کے پیش نظر تمام اداروں کو اپنا کردار ادا کرنا ہوگا اور عوام کی فلاح و بہبود کے لیے اقدامات کیے جائیں گے جبکہ حکومت نے اس سلسلے میں مزید کے حوالے سے اس بات کا فیصلہ کیا گیا ہے کہ ملک میں موجودہ صورتحال کے پیش نظر تمام اداروں کو اپنا کردار ادا کرنا ہوگا (184, 1754, 349, 1844)
baqiya-label: بقیہ (1010, 449, 1049, 469)
article-text: کے حوالے سے اس بات کا فیصلہ کیا گیا ہے کہ ملک میں موجودہ صورتحال کے پیش نظر تمام اداروں کو اپنا کردار ادا کرنا ہوگا اور عوام کی فلاح و بہبود کے لیے اقدامات کیے جائیں گے جبکہ حکومت نے اس سلسلے میں مزید کے حوالے سے اس بات کا فیصلہ کیا گیا ہے کہ ملک میں موجودہ صورتحال کے پیش نظر تمام اداروں کو اپنا کردار ادا کرنا ہوگا اور عوام کی فلاح و بہبود کے لیے اقدامات کیے جائیں گے جبکہ حکومت نے اس سلسلے میں مزید کے حوالے سے اس بات کا فیصلہ کیا گیا ہے کہ ملک میں موجودہ صورتحال کے پیش نظر تمام اداروں کو اپنا کردار ادا کرنا ہوگا اور عوام کی فلاح و بہبود کے لیے (885, 247, 1051, 405)
column-8 (6, 22, 176, 2556)
baqiya-label: بقیہ (309, 505, 348, 525)
continuation-number: 39 (366, 151, 384, 168)
baqiya-label: بقیہ (1185, 849, 1224, 869)
continuation-header (886, 448, 1050, 470)
baqiya-label: بقیہ (484, 65, 523, 85)
article-text: کے حوالے سے اس بات کا فیصلہ کیا گیا ہے کہ ملک میں موجودہ صورتحال کے پیش نظر تمام اداروں کو اپنا کردار ادا کرنا ہوگا اور عوام کی فلاح و بہبود کے لیے اقدامات کیے جائیں گے جبکہ حکومت نے اس سلسلے میں مزید کے حوالے سے اس بات کا فیصلہ کیا گیا ہے کہ ملک میں موجودہ صورتحال کے پیش (885, 472, 1051, 551)
baqiya-label: بقیہ (309, 1267, 348, 1287)
article-text: کے حوالے سے اس بات کا فیصلہ کیا گیا ہے کہ ملک میں موجودہ صورتحال کے پیش نظر تمام اداروں کو اپنا کردار ادا کرنا ہوگا اور عوام کی فلاح و بہبود کے لیے اقدامات کیے جائیں گے جبکہ حکومت نے اس سلسلے میں مزید کے حوالے سے اس بات کا فیصلہ کیا گیا ہے کہ ملک میں موجودہ صورتحال کے پیش نظر تمام اداروں کو اپنا کردار ادا کرنا ہوگا اور عوام کی فلاح و بہبود کے لیے اقدامات کیے جائیں گے جبکہ حکومت نے اس سلسلے میں مزید کے حوالے سے اس بات کا فیصلہ کیا گیا ہے کہ ملک میں موجودہ صورتحال کے پیش نظر تمام اداروں کو اپنا کردار ادا کرنا ہوگا اور عوام کی فلاح و بہبود کے لیے اقدامات کیے جائیں گے جبکہ حکومت نے اس سلسلے میں مزید کے حوالے سے اس بات کا فیصلہ کیا گیا ہے کہ ملک میں موجودہ صورتحال کے پیش نظر تمام اداروں کو اپنا کردار ادا کرنا ہوگا اور عوام کی فلاح و بہبود کے لیے اقدامات کیے جائیں گے جبکہ حکومت نے اس سلسلے میں مزید کے حوالے سے اس بات کا فیصلہ کیا گیا ہے کہ ملک میں موجودہ صورتحال کے پیش نظر تمام اداروں کو اپنا کردار ادا کرنا ہوگا اور عوام کی فلاح و بہبود کے لیے اقدامات کیے جائیں گے جبکہ حکومت نے اس سلسلے میں مزید (359, 1280, 525, 1573)
continuation-header (535, 1295, 699, 1317)
baqiya-label: بقیہ (835, 794, 874, 814)
baqiya-label: بقیہ (484, 150, 523, 170)
baqiya-label: بقیہ (484, 652, 523, 672)
continuation-number: 19 (892, 450, 910, 467)
article-text: کے حوالے سے اس بات کا فیصلہ کیا گیا ہے کہ ملک میں موجودہ صورتحال کے پیش نظر تمام اداروں کو اپنا کردار ادا کرنا ہوگا اور عوام کی فلاح و بہبود کے لیے اقدامات کیے جائیں گے جبکہ حکومت نے اس سلسلے میں (1061, 788, 1226, 845)
continuation-number: 46 (191, 298, 209, 315)
column-4 (707, 22, 878, 2556)
continuation-header (184, 504, 348, 526)
baqiya-label: بقیہ (133, 26, 172, 46)
continuation-number: 03 (1243, 626, 1261, 643)
continuation-header (184, 296, 348, 318)
continuation-header (1237, 25, 1401, 47)
article-text: کے حوالے سے اس بات کا فیصلہ کیا گیا ہے کہ ملک میں موجودہ صورتحال کے پیش نظر تمام اداروں کو اپنا کردار ادا کرنا ہوگا اور عوام کی فلاح و بہبود کے لیے اقدامات کیے جائیں گے جبکہ حکومت نے اس سلسلے میں (1061, 258, 1226, 314)
continuation-number: 06 (1068, 28, 1086, 44)
continuation-header (184, 25, 348, 47)
column-7 (180, 22, 351, 2556)
article-text: کے حوالے سے اس بات کا فیصلہ کیا گیا ہے کہ ملک میں موجودہ صورتحال کے پیش نظر تمام اداروں کو اپنا کردار ادا کرنا ہوگا اور عوام کی فلاح و بہبود کے لیے اقدامات کیے جائیں گے جبکہ حکومت نے اس سلسلے میں مزید کے حوالے سے اس بات کا فیصلہ کیا گیا ہے کہ ملک میں موجودہ صورتحال کے پیش نظر تمام اداروں کو اپنا کردار ادا کرنا ہوگا اور عوام کی فلاح و بہبود کے لیے اقدامات کیے جائیں گے جبکہ حکومت نے اس سلسلے میں مزید کے حوالے سے اس بات کا فیصلہ کیا گیا ہے کہ ملک میں موجودہ صورتحال کے پیش نظر تمام اداروں کو اپنا کردار ادا کرنا ہوگا اور عوام کی فلاح و بہبود کے لیے (184, 1105, 349, 1263)
continuation-header (1061, 634, 1225, 656)
continuation-number: 07 (1068, 236, 1086, 253)
continuation-header (184, 245, 348, 267)
continuation-header (9, 1633, 173, 1655)
column-6 (356, 22, 527, 2556)
continuation-number: 50 (191, 1269, 209, 1286)
continuation-number: 08 (1068, 321, 1086, 338)
baqiya-label: بقیہ (133, 1166, 172, 1186)
article-text: کے حوالے سے اس بات کا فیصلہ کیا گیا ہے کہ ملک میں موجودہ صورتحال کے پیش نظر تمام اداروں کو اپنا کردار ادا کرنا ہوگا اور عوام کی فلاح و بہبود کے لیے اقدامات کیے جائیں گے جبکہ حکومت نے اس سلسلے میں مزید کے حوالے سے اس بات کا فیصلہ کیا گیا ہے کہ ملک میں موجودہ صورتحال کے پیش نظر تمام اداروں کو اپنا کردار ادا کرنا ہوگا اور عوام کی فلاح و بہبود کے لیے اقدامات کیے جائیں گے جبکہ حکومت نے اس سلسلے میں مزید کے حوالے سے اس بات کا فیصلہ کیا گیا ہے کہ ملک میں موجودہ صورتحال کے پیش نظر تمام اداروں کو اپنا کردار ادا کرنا (9, 1483, 174, 1630)
article-text: کے حوالے سے اس بات کا فیصلہ کیا گیا ہے کہ ملک میں موجودہ صورتحال کے پیش نظر تمام اداروں کو اپنا کردار ادا کرنا ہوگا اور عوام کی فلاح و بہبود کے لیے اقدامات کیے جائیں گے جبکہ حکومت نے اس سلسلے میں مزید کے حوالے سے اس بات کا فیصلہ کیا گیا ہے کہ ملک میں موجودہ صورتحال کے پیش نظر تمام اداروں کو اپنا کردار ادا کرنا ہوگا اور عوام کی فلاح و بہبود کے لیے اقدامات کیے جائیں گے جبکہ حکومت نے اس سلسلے میں مزید کے حوالے سے اس بات کا فیصلہ کیا گیا ہے کہ ملک میں موجودہ صورتحال کے پیش نظر تمام اداروں کو اپنا کردار ادا کرنا ہوگا اور عوام کی فلاح و بہبود کے لیے اقدامات کیے جائیں گے جبکہ حکومت نے اس سلسلے میں مزید کے حوالے سے اس بات کا فیصلہ کیا گیا ہے کہ ملک میں موجودہ صورتحال کے پیش نظر تمام اداروں کو اپنا کردار ادا کرنا ہوگا اور عوام کی فلاح و بہبود کے لیے اقدامات کیے جائیں گے جبکہ حکومت نے اس سلسلے میں مزید کے حوالے سے اس بات کا فیصلہ کیا گیا ہے کہ ملک میں موجودہ صورتحال کے پیش نظر تمام اداروں کو اپنا کردار ادا کرنا ہوگا اور عوام کی فلاح و بہبود کے لیے اقدامات کیے جائیں گے جبکہ حکومت نے اس سلسلے میں مزید کے حوالے سے اس بات کا فیصلہ کیا گیا ہے کہ ملک میں موجودہ صورتحال کے پیش نظر تمام اداروں کو اپنا کردار ادا کرنا ہوگا اور عوام کی فلاح و بہبود کے لیے اقدامات کیے جائیں گے جبکہ حکومت نے اس سلسلے میں مزید کے حوالے سے اس بات کا فیصلہ کیا گیا ہے کہ ملک میں موجودہ صورتحال کے پیش نظر تمام اداروں کو اپنا کردار ادا کرنا ہوگا اور عوام کی فلاح و بہبود کے لیے اقدامات کیے جائیں گے جبکہ حکومت نے اس سلسلے میں مزید کے حوالے سے اس بات کا فیصلہ کیا گیا ہے کہ ملک میں موجودہ صورتحال کے پیش نظر تمام اداروں کو اپنا کردار ادا کرنا ہوگا اور عوام کی فلاح و بہبود کے لیے اقدامات کیے جائیں گے جبکہ حکومت نے اس سلسلے میں مزید کے حوالے سے اس بات کا (359, 173, 525, 647)
continuation-header (886, 876, 1050, 898)
continuation-number: 35 (542, 1078, 559, 1095)
continuation-number: 58 (16, 1241, 33, 1258)
baqiya-label: بقیہ (1010, 748, 1049, 768)
baqiya-label: بقیہ (1010, 556, 1049, 576)
continuation-number: 31 (717, 1349, 735, 1366)
continuation-number: 56 (16, 959, 33, 976)
continuation-header (886, 1486, 1050, 1508)
baqiya-label: بقیہ (309, 246, 348, 266)
article-text: کے حوالے سے اس بات کا فیصلہ کیا گیا ہے کہ ملک میں موجودہ صورتحال کے پیش نظر تمام اداروں کو اپنا کردار ادا کرنا ہوگا اور عوام کی فلاح و بہبود کے لیے اقدامات کیے جائیں گے جبکہ حکومت نے اس سلسلے میں مزید کے حوالے سے اس بات کا فیصلہ کیا گیا ہے کہ ملک میں موجودہ صورتحال کے پیش نظر تمام اداروں کو اپنا کردار ادا کرنا ہوگا اور عوام کی فلاح و بہبود کے لیے اقدامات کیے جائیں گے جبکہ حکومت نے اس سلسلے میں مزید کے حوالے سے اس بات کا فیصلہ کیا گیا ہے کہ ملک میں موجودہ صورتحال کے پیش نظر تمام اداروں کو اپنا کردار ادا کرنا ہوگا اور عوام کی فلاح و بہبود کے لیے اقدامات کیے جائیں گے جبکہ حکومت نے اس سلسلے میں مزید کے حوالے سے اس بات کا فیصلہ کیا گیا ہے کہ ملک میں موجودہ صورتحال کے پیش نظر تمام اداروں کو اپنا کردار ادا کرنا ہوگا اور عوام کی فلاح و بہبود کے لیے اقدامات کیے جائیں گے جبکہ حکومت نے اس سلسلے میں مزید کے حوالے سے اس بات کا فیصلہ کیا گیا ہے کہ ملک میں موجودہ صورتحال کے پیش نظر تمام اداروں کو اپنا کردار ادا کرنا ہوگا اور عوام کی فلاح و بہبود کے لیے اقدامات کیے جائیں گے جبکہ حکومت نے اس سلسلے میں مزید کے حوالے سے اس بات کا فیصلہ کیا گیا ہے کہ ملک میں موجودہ صورتحال کے پیش نظر تمام اداروں کو اپنا کردار ادا کرنا ہوگا اور عوام کی فلاح و بہبود کے لیے اقدامات کیے جائیں گے جبکہ حکومت نے اس سلسلے میں مزید کے حوالے سے اس بات کا فیصلہ کیا گیا ہے کہ ملک میں موجودہ صورتحال کے پیش نظر تمام اداروں کو اپنا کردار ادا کرنا ہوگا اور عوام کی فلاح و بہبود کے لیے اقدامات کیے جائیں گے جبکہ حکومت نے اس سلسلے میں مزید کے حوالے سے اس بات کا فیصلہ کیا گیا ہے کہ ملک میں موجودہ صورتحال کے پیش نظر تمام اداروں کو اپنا کردار ادا کرنا ہوگا اور عوام کی فلاح و بہبود کے لیے اقدامات کیے جائیں گے جبکہ حکومت نے اس سلسلے میں مزید کے حوالے سے اس بات کا فیصلہ کیا گیا ہے کہ ملک میں موجودہ صورتحال کے پیش نظر تمام اداروں کو اپنا کردار ادا کرنا ہوگا اور عوام کی فلاح و بہبود کے لیے اقدامات کیے جائیں گے جبکہ حکومت نے اس سلسلے میں مزید کے حوالے سے اس بات کا فیصلہ کیا گیا ہے کہ ملک میں موجودہ صورتحال کے پیش نظر تمام (710, 236, 875, 789)
continuation-header (1237, 1516, 1401, 1538)
article-text: کے حوالے سے اس بات کا فیصلہ کیا گیا ہے کہ ملک میں موجودہ صورتحال کے پیش نظر تمام اداروں کو اپنا کردار ادا کرنا ہوگا اور عوام کی فلاح و بہبود کے لیے اقدامات کیے جائیں گے جبکہ حکومت نے اس سلسلے میں مزید کے حوالے سے اس بات کا فیصلہ کیا گیا ہے کہ ملک میں موجودہ صورتحال کے پیش نظر تمام اداروں کو اپنا کردار ادا کرنا ہوگا اور عوام کی فلاح و بہبود کے لیے اقدامات کیے جائیں گے جبکہ حکومت نے اس سلسلے میں مزید کے حوالے سے اس بات کا فیصلہ کیا گیا ہے کہ ملک میں موجودہ صورتحال کے پیش نظر تمام اداروں کو اپنا کردار ادا کرنا ہوگا اور عوام کی فلاح و بہبود کے لیے اقدامات کیے جائیں گے جبکہ حکومت نے اس سلسلے میں مزید کے حوالے سے اس بات کا فیصلہ کیا گیا ہے کہ ملک میں موجودہ (184, 50, 349, 241)
baqiya-label: بقیہ (659, 1076, 698, 1096)
article-text: کے حوالے سے اس بات کا فیصلہ کیا گیا ہے کہ ملک میں موجودہ صورتحال کے پیش نظر تمام اداروں کو اپنا کردار ادا کرنا ہوگا اور عوام کی فلاح و بہبود کے لیے اقدامات کیے جائیں گے جبکہ حکومت نے اس سلسلے میں مزید کے حوالے سے اس بات کا فیصلہ کیا گیا ہے کہ ملک میں موجودہ صورتحال کے پیش نظر تمام اداروں کو اپنا کردار ادا کرنا ہوگا اور عوام کی فلاح و بہبود کے لیے اقدامات (1061, 659, 1226, 760)
column-2 (1057, 22, 1228, 2556)
baqiya-label: بقیہ (1185, 765, 1224, 785)
article-text: کے حوالے سے اس بات کا فیصلہ کیا گیا ہے کہ ملک میں موجودہ صورتحال کے پیش نظر تمام اداروں کو اپنا کردار ادا کرنا ہوگا اور عوام کی فلاح و بہبود کے لیے اقدامات کیے جائیں گے جبکہ حکومت نے اس سلسلے میں مزید کے حوالے سے اس بات کا فیصلہ کیا گیا ہے کہ ملک میں موجودہ صورتحال کے پیش نظر تمام اداروں کو اپنا کردار ادا کرنا ہوگا اور عوام کی فلاح و بہبود کے لیے اقدامات کیے جائیں گے جبکہ حکومت نے اس سلسلے میں مزید کے حوالے سے اس بات کا فیصلہ کیا گیا ہے کہ ملک میں موجودہ صورتحال کے پیش نظر تمام اداروں کو اپنا کردار ادا کرنا ہوگا اور عوام کی فلاح و بہبود کے لیے اقدامات کیے جائیں گے جبکہ حکومت نے اس سلسلے میں مزید کے حوالے سے اس بات کا فیصلہ کیا گیا ہے کہ ملک میں موجودہ صورتحال کے پیش نظر تمام اداروں کو اپنا کردار ادا کرنا ہوگا اور عوام کی فلاح و بہبود کے لیے اقدامات کیے جائیں گے جبکہ حکومت نے اس سلسلے میں مزید کے حوالے سے اس بات کا فیصلہ کیا گیا ہے کہ ملک میں موجودہ صورتحال کے پیش نظر تمام اداروں کو اپنا کردار ادا کرنا ہوگا اور عوام کی فلاح و بہبود کے لیے اقدامات کیے جائیں گے جبکہ حکومت نے اس سلسلے میں مزید کے حوالے سے اس بات کا فیصلہ کیا گیا ہے کہ ملک میں موجودہ صورتحال کے پیش نظر تمام اداروں کو اپنا کردار ادا کرنا ہوگا اور عوام کی فلاح و بہبود کے لیے اقدامات کیے جائیں گے جبکہ حکومت نے اس سلسلے میں مزید کے حوالے سے اس بات کا فیصلہ کیا گیا ہے کہ ملک میں موجودہ صورتحال کے پیش نظر تمام اداروں کو اپنا کردار ادا کرنا ہوگا (184, 693, 349, 1076)
baqiya-label: بقیہ (133, 280, 172, 300)
continuation-number: 38 (366, 67, 384, 84)
continuation-header (360, 1182, 524, 1204)
article-text: کے حوالے سے اس بات کا فیصلہ کیا گیا ہے کہ ملک میں موجودہ صورتحال کے پیش نظر تمام اداروں کو اپنا کردار ادا کرنا ہوگا اور عوام کی فلاح و بہبود کے لیے اقدامات کیے جائیں گے جبکہ حکومت نے اس سلسلے میں مزید کے حوالے سے اس بات کا فیصلہ کیا گیا ہے کہ ملک میں موجودہ صورتحال کے پیش نظر تمام اداروں کو اپنا کردار ادا کرنا ہوگا اور عوام کی فلاح و بہبود کے لیے اقدامات کیے جائیں گے جبکہ حکومت نے اس سلسلے میں مزید کے حوالے سے اس بات کا فیصلہ کیا گیا ہے کہ ملک میں موجودہ صورتحال کے پیش نظر تمام اداروں کو اپنا کردار ادا کرنا ہوگا اور عوام کی فلاح و بہبود کے لیے اقدامات کیے جائیں گے جبکہ حکومت نے اس (885, 50, 1051, 219)
article-text: کے حوالے سے اس بات کا فیصلہ کیا گیا ہے کہ ملک میں موجودہ صورتحال کے پیش نظر تمام اداروں کو اپنا کردار ادا کرنا ہوگا اور عوام کی فلاح و بہبود کے لیے اقدامات کیے جائیں گے جبکہ حکومت نے اس سلسلے میں مزید کے حوالے سے اس بات کا فیصلہ کیا گیا ہے کہ ملک میں موجودہ صورتحال کے پیش نظر تمام اداروں کو اپنا کردار ادا کرنا ہوگا اور عوام کی فلاح و بہبود کے لیے اقدامات کیے جائیں گے جبکہ حکومت نے اس سلسلے میں مزید کے حوالے سے اس بات کا فیصلہ کیا گیا ہے کہ ملک میں موجودہ صورتحال کے پیش نظر تمام اداروں کو اپنا کردار ادا کرنا ہوگا اور عوام کی فلاح و بہبود کے لیے اقدامات کیے جائیں گے جبکہ حکومت نے اس سلسلے میں مزید کے حوالے سے اس بات کا فیصلہ کیا گیا ہے کہ ملک میں موجودہ (9, 1263, 174, 1455)
continuation-header (711, 211, 875, 233)
article-text: کے حوالے سے اس بات کا فیصلہ کیا گیا ہے کہ ملک میں موجودہ صورتحال کے پیش نظر تمام اداروں کو اپنا کردار ادا کرنا ہوگا اور عوام کی فلاح و بہبود کے لیے اقدامات کیے جائیں گے جبکہ حکومت نے اس سلسلے میں مزید کے حوالے سے اس بات کا فیصلہ کیا گیا ہے کہ ملک میں موجودہ صورتحال کے پیش نظر تمام اداروں کو اپنا کردار ادا کرنا ہوگا (1236, 1540, 1401, 1630)
continuation-header (1237, 810, 1401, 832)
continuation-number: 16 (892, 28, 910, 44)
continuation-header (535, 1075, 699, 1097)
baqiya-label: بقیہ (835, 890, 874, 910)
baqiya-label: بقیہ (1361, 1517, 1400, 1537)
continuation-header (9, 279, 173, 301)
article-text: کے حوالے سے اس بات کا فیصلہ کیا گیا ہے کہ ملک میں موجودہ صورتحال کے پیش نظر تمام اداروں کو اپنا کردار ادا کرنا ہوگا اور عوام کی فلاح و بہبود کے لیے اقدامات کیے جائیں گے جبکہ حکومت نے اس سلسلے میں مزید کے حوالے سے اس بات کا فیصلہ کیا گیا ہے کہ ملک میں موجودہ صورتحال کے پیش نظر تمام اداروں کو اپنا کردار ادا کرنا ہوگا اور عوام کی فلاح و بہبود کے لیے اقدامات کیے جائیں گے جبکہ حکومت نے اس سلسلے میں مزید کے حوالے سے اس بات کا فیصلہ کیا گیا ہے کہ ملک میں موجودہ صورتحال کے پیش نظر تمام اداروں کو اپنا کردار ادا کرنا ہوگا اور عوام کی فلاح و بہبود کے لیے اقدامات کیے جائیں گے جبکہ حکومت نے اس سلسلے میں مزید کے حوالے سے اس بات کا فیصلہ کیا گیا ہے کہ ملک میں موجودہ صورتحال کے پیش نظر تمام اداروں کو اپنا کردار ادا کرنا ہوگا اور عوام کی فلاح و بہبود کے لیے اقدامات کیے جائیں گے جبکہ حکومت نے اس سلسلے میں مزید کے حوالے سے اس بات کا فیصلہ کیا گیا ہے کہ ملک میں موجودہ صورتحال کے پیش نظر تمام اداروں کو اپنا کردار ادا کرنا ہوگا اور عوام کی فلاح و بہبود کے لیے اقدامات کیے جائیں گے جبکہ حکومت نے اس سلسلے میں مزید کے حوالے سے اس بات کا فیصلہ کیا گیا ہے کہ ملک میں موجودہ صورتحال کے پیش نظر (1236, 304, 1401, 620)
article-text: کے حوالے سے اس بات کا فیصلہ کیا گیا ہے کہ ملک میں موجودہ صورتحال کے پیش نظر تمام اداروں کو اپنا کردار ادا کرنا ہوگا اور عوام کی فلاح و بہبود کے لیے اقدامات کیے جائیں گے جبکہ حکومت نے اس سلسلے میں (359, 89, 525, 145)
continuation-header (711, 889, 875, 911)
continuation-header (184, 668, 348, 690)
baqiya-label: بقیہ (133, 957, 172, 977)
continuation-number: 42 (366, 1184, 384, 1201)
continuation-header (1061, 25, 1225, 47)
continuation-number: 15 (1068, 1432, 1086, 1449)
article-text: کے حوالے سے اس بات کا فیصلہ کیا گیا ہے کہ ملک میں موجودہ صورتحال کے پیش نظر تمام اداروں کو اپنا کردار ادا کرنا ہوگا اور عوام کی فلاح و بہبود کے لیے اقدامات کیے جائیں گے جبکہ حکومت نے اس سلسلے میں مزید کے حوالے سے اس بات کا فیصلہ کیا گیا ہے کہ ملک میں موجودہ صورتحال کے پیش نظر تمام اداروں کو اپنا کردار ادا کرنا ہوگا اور عوام کی فلاح و بہبود کے لیے اقدامات کیے جائیں گے جبکہ حکومت نے اس سلسلے میں مزید کے حوالے سے اس بات کا فیصلہ کیا گیا ہے کہ ملک میں موجودہ صورتحال کے پیش نظر تمام اداروں کو اپنا کردار ادا کرنا ہوگا اور عوام کی فلاح و بہبود کے لیے اقدامات کیے جائیں گے جبکہ حکومت نے اس سلسلے میں مزید کے حوالے سے اس بات کا فیصلہ کیا گیا ہے کہ ملک میں موجودہ (535, 1100, 700, 1292)
continuation-header (360, 713, 524, 735)
baqiya-label: بقیہ (1361, 624, 1400, 644)
continuation-header (711, 793, 875, 815)
article-text: کے حوالے سے اس بات کا فیصلہ کیا گیا ہے کہ ملک میں موجودہ صورتحال کے پیش نظر تمام اداروں کو اپنا کردار ادا کرنا ہوگا اور عوام کی فلاح و بہبود کے لیے اقدامات کیے جائیں گے جبکہ حکومت نے اس سلسلے میں مزید کے حوالے سے اس بات کا فیصلہ کیا گیا ہے کہ ملک میں موجودہ صورتحال کے پیش نظر تمام اداروں کو اپنا کردار ادا کرنا ہوگا اور عوام کی فلاح و بہبود کے لیے اقدامات (885, 771, 1051, 873)
